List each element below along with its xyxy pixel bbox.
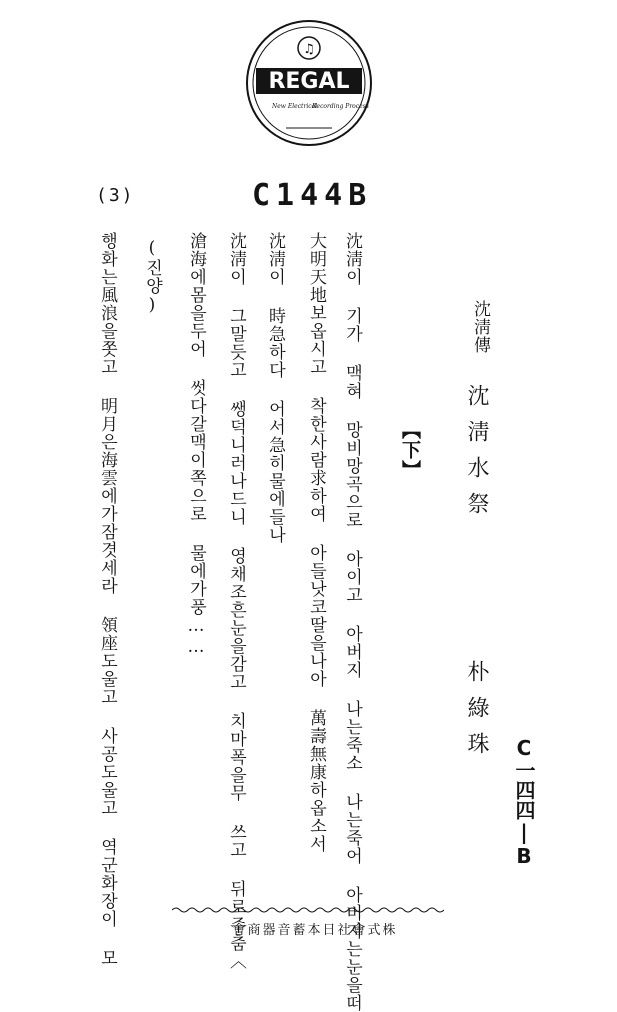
lyric-line-2: 大明天地보옵시고 착한사람求하여 아들낫코딸을나아 萬壽無康하옵소서 [306,232,326,853]
side-number: (3) [96,185,135,206]
lyric-line-3: 沈淸이 時急하다 어서急히물에들나 [265,232,285,544]
disc-label: C一四四|B [512,736,536,868]
regal-logo [244,18,374,148]
story-title: 沈淸傳 [470,300,490,354]
lyric-line-4: 沈淸이 그말듯고 쌩덕니러나드니 영채조흔눈을감고 치마폭을무 쓰고 뒤로주춤〈 [226,232,246,970]
song-title: 沈淸水祭 [464,384,489,528]
svg-text:♫: ♫ [303,42,315,57]
logo-left-small: New Electrical [272,103,318,110]
lyric-line-1: 沈淸이 기가 맥혀 망비망곡으로 아이고 아버지 나는죽소 나는죽어 아버지는눈을떠 [342,232,362,1012]
publisher-footer: 株式會社日本蓄音器商會 [232,923,398,938]
logo-right-small: Recording Process [312,103,369,110]
lyric-line-6: 행화는風浪을쫏고 明月은海雲에가잠겻세라 領座도울고 사공도울고 역군화장이 모 [97,232,117,967]
singer-name: 朴綠珠 [464,660,489,768]
part-label: 【下】 [399,420,421,480]
footer-wavy-rule [172,906,444,914]
section-marker: (진양) [142,238,162,316]
logo-brand: REGAL [268,69,350,94]
lyric-line-5: 滄海에몸을두어 썻다갈맥이쪽으로 물에가풍…… [186,232,206,658]
catalog-number: C144B [252,178,373,213]
